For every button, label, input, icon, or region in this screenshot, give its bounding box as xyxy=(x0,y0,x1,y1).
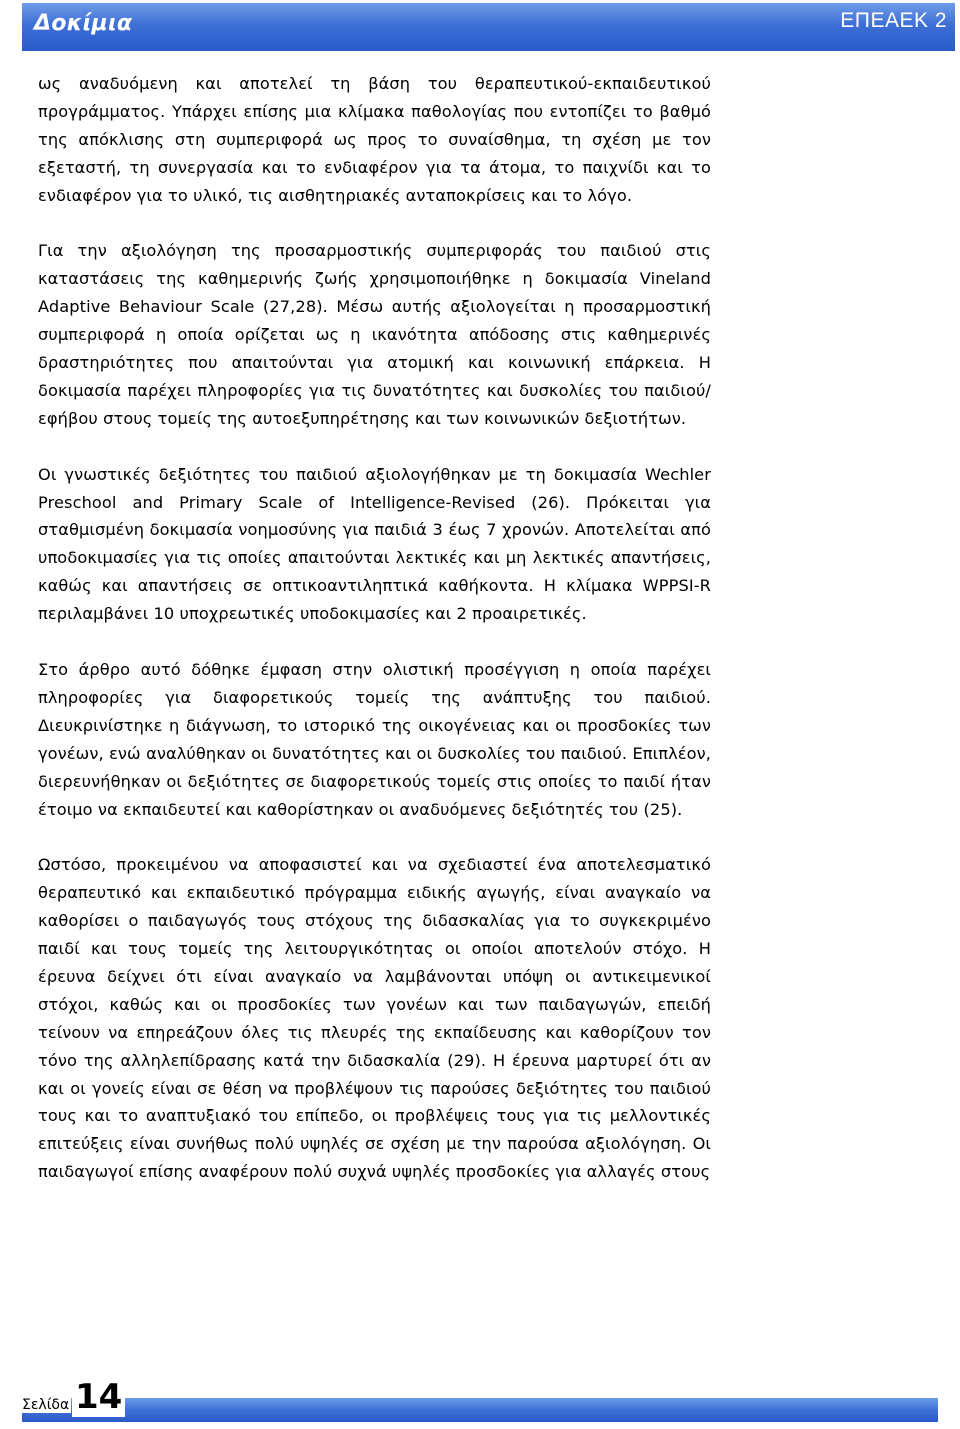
paragraph-3: Οι γνωστικές δεξιότητες του παιδιού αξιολογήθηκαν με τη δοκιμασία Wechler Preschool and Primary Scale of Intelligence-Revised (26). Πρόκειται για σταθμισμένη δοκιμασία νοημοσύνης για παιδιά 3 έως 7 χρονών. Αποτελείται από υποδοκιμασίες για τις οποίες απαιτούνται λεκτικές και μη λεκτικές απαντήσεις, καθώς και απαντήσεις σε οπτικοαντιληπτικά καθήκοντα. Η κλίμακα WPPSI-R περιλαμβάνει 10 υποχρεωτικές υποδοκιμασίες και 2 προαιρετικές. xyxy=(38,464,711,624)
page-label: Σελίδα xyxy=(22,1397,70,1413)
paragraph-2: Για την αξιολόγηση της προσαρμοστικής συμπεριφοράς του παιδιού στις καταστάσεις της καθημερινής ζωής χρησιμοποιήθηκε η δοκιμασία Vineland Adaptive Behaviour Scale (27,28). Μέσω αυτής αξιολογείται η προσαρμοστική συμπεριφορά η οποία ορίζεται ως η ικανότητα απόδοσης στις καθημερινές δραστηριότητες που απαιτούνται για ατομική και κοινωνική επάρκεια. Η δοκιμασία παρέχει πληροφορίες για τις δυνατότητες και δυσκολίες του παιδιού/εφήβου στους τομείς της αυτοεξυπηρέτησης και των κοινωνικών δεξιοτήτων. xyxy=(38,241,711,428)
section-title: Δοκίμια xyxy=(34,11,133,36)
article-body xyxy=(38,70,711,1214)
paragraph-1: ως αναδυόμενη και αποτελεί τη βάση του θεραπευτικού-εκπαιδευτικού προγράμματος. Υπάρχει επίσης μια κλίμακα παθολογίας που εντοπίζει το βαθμό της απόκλισης στη συμπεριφορά ως προς το συναίσθημα, τη σχέση με τον εξεταστή, τη συνεργασία και το ενδιαφέρον για τα άτομα, το παιχνίδι και το ενδιαφέρον για το υλικό, τις αισθητηριακές ανταποκρίσεις και το λόγο. xyxy=(38,74,711,205)
paragraph-5: Ωστόσο, προκειμένου να αποφασιστεί και να σχεδιαστεί ένα αποτελεσματικό θεραπευτικό και εκπαιδευτικό πρόγραμμα ειδικής αγωγής, είναι αναγκαίο να καθορίσει ο παιδαγωγός τους στόχους της διδασκαλίας για το συγκεκριμένο παιδί και τους τομείς της λειτουργικότητας οι οποίοι αποτελούν στόχο. Η έρευνα δείχνει ότι είναι αναγκαίο να λαμβάνονται υπόψη οι αντικειμενικοί στόχοι, καθώς και οι προσδοκίες των γονέων και των παιδαγωγών, επειδή τείνουν να επηρεάζουν όλες τις πλευρές της εκπαίδευσης και καθορίζουν τον τόνο της αλληλεπίδρασης κατά την διδασκαλία (29). Η έρευνα μαρτυρεί ότι αν και οι γονείς είναι σε θέση να προβλέψουν τις παρούσες δεξιότητες του παιδιού τους και το αναπτυξιακό του επίπεδο, οι προβλέψεις τους για τις μελλοντικές επιτεύξεις είναι συνήθως πολύ υψηλές σε σχέση με την παρούσα αξιολόγηση. Οι παιδαγωγοί επίσης αναφέρουν πολύ συχνά υψηλές προσδοκίες για αλλαγές στους xyxy=(38,855,711,1182)
page-header-banner xyxy=(22,3,955,51)
page-footer-bar xyxy=(22,1398,938,1422)
journal-label: ΕΠΕΑΕΚ 2 xyxy=(840,9,947,32)
paragraph-4: Στο άρθρο αυτό δόθηκε έμφαση στην ολιστική προσέγγιση η οποία παρέχει πληροφορίες για διαφορετικούς τομείς της ανάπτυξης του παιδιού. Διευκρινίστηκε η διάγνωση, το ιστορικό της οικογένειας και οι προσδοκίες των γονέων, ενώ αναλύθηκαν οι δυνατότητες και οι δυσκολίες του παιδιού. Επιπλέον, διερευνήθηκαν οι δεξιότητες σε διαφορετικούς τομείς στις οποίες το παιδί ήταν έτοιμο να εκπαιδευτεί και καθορίστηκαν οι αναδυόμενες δεξιότητές του (25). xyxy=(38,659,711,819)
page-number: 14 xyxy=(72,1377,125,1417)
